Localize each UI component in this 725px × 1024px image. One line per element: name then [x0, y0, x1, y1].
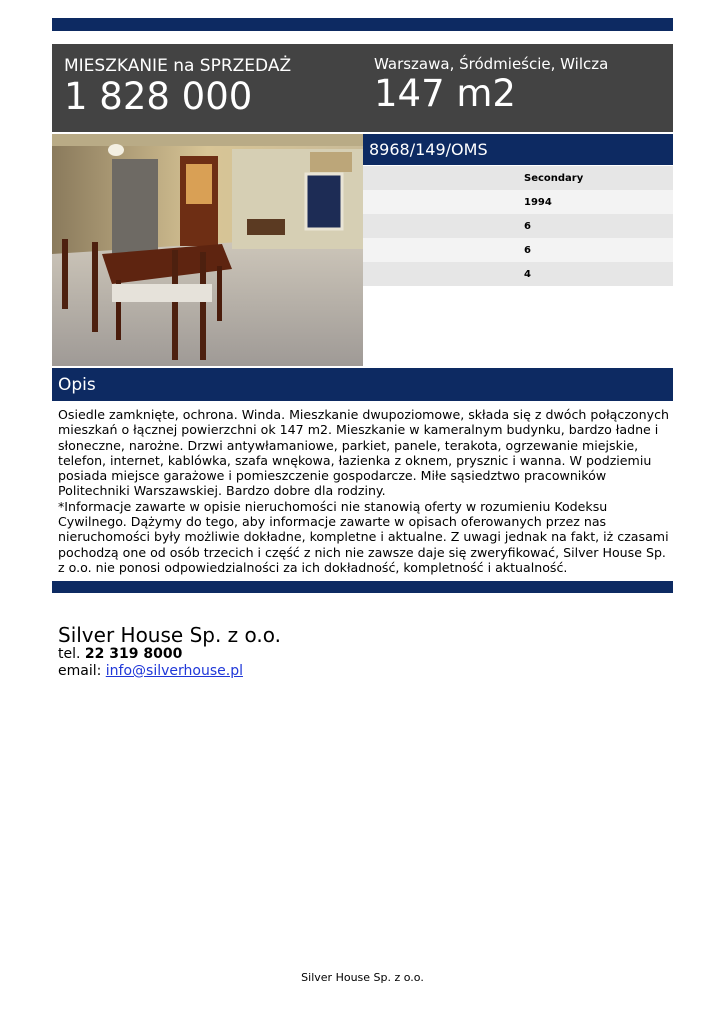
disclaimer-text: *Informacje zawarte w opisie nieruchomości nie stanowią oferty w rozumieniu Kodeksu Cywilnego. Dążymy do tego, aby informacje zawarte w opisach oferowanych przez nas nieruchomości były możliwie dokładne, kompletne i aktualne. Z uwagi jednak na fakt, iż czasami pochodzą one od osób trzecich i część z nich nie zawsze daje się zweryfikować, Silver House Sp. z o.o. nie ponosi odpowiedzialności za ich dokładność, kompletność i aktualność. — [58, 498, 669, 575]
listing-location: Warszawa, Śródmieście, Wilcza — [374, 55, 609, 73]
description — [58, 407, 670, 575]
param-value: 6 — [524, 221, 531, 232]
phone-label: tel. — [58, 646, 81, 662]
param-value: Secondary — [524, 173, 584, 184]
description-heading: Opis — [58, 375, 96, 395]
param-value: 4 — [524, 269, 531, 280]
description-text: Osiedle zamknięte, ochrona. Winda. Mieszkanie dwupoziomowe, składa się z dwóch połączonych mieszkań o łącznej powierzchni ok 147 m2. Mieszkanie w kameralnym budynku, bardzo ładne i słoneczne, narożne. Drzwi antywłamaniowe, parkiet, panele, terakota, ogrzewanie miejskie, telefon, internet, kablówka, szafa wnękowa, łazienka z oknem, prysznic i wanna. W podziemiu posiada miejsce garażowe i pomieszczenie gospodarcze. Miłe sąsiedztwo pracowników Politechniki Warszawskiej. Bardzo dobre dla rodziny. — [58, 407, 669, 499]
params-row — [363, 262, 673, 286]
phone-number: 22 319 8000 — [84, 646, 183, 662]
email-label: email: — [58, 663, 102, 679]
phone-line — [58, 646, 182, 662]
bottom-bar — [52, 581, 673, 593]
apartment-photo — [52, 134, 363, 366]
company-name: Silver House Sp. z o.o. — [58, 623, 282, 647]
page-footer: Silver House Sp. z o.o. — [301, 971, 424, 984]
param-value: 1994 — [524, 197, 552, 208]
params-table — [363, 166, 673, 286]
listing-type: MIESZKANIE na SPRZEDAŻ — [64, 56, 292, 76]
listing-header — [52, 44, 673, 132]
reference-number: 8968/149/OMS — [369, 140, 488, 159]
param-value: 6 — [524, 245, 531, 256]
reference-number-bar — [363, 134, 673, 165]
email-line — [58, 663, 243, 679]
listing-area: 147 m2 — [374, 72, 516, 115]
email-link[interactable]: info@silverhouse.pl — [105, 663, 243, 679]
listing-price: 1 828 000 — [64, 75, 253, 118]
params-row — [363, 166, 673, 190]
top-bar — [52, 18, 673, 31]
params-row — [363, 238, 673, 262]
description-heading-bar — [52, 368, 673, 401]
params-row — [363, 190, 673, 214]
params-row — [363, 214, 673, 238]
